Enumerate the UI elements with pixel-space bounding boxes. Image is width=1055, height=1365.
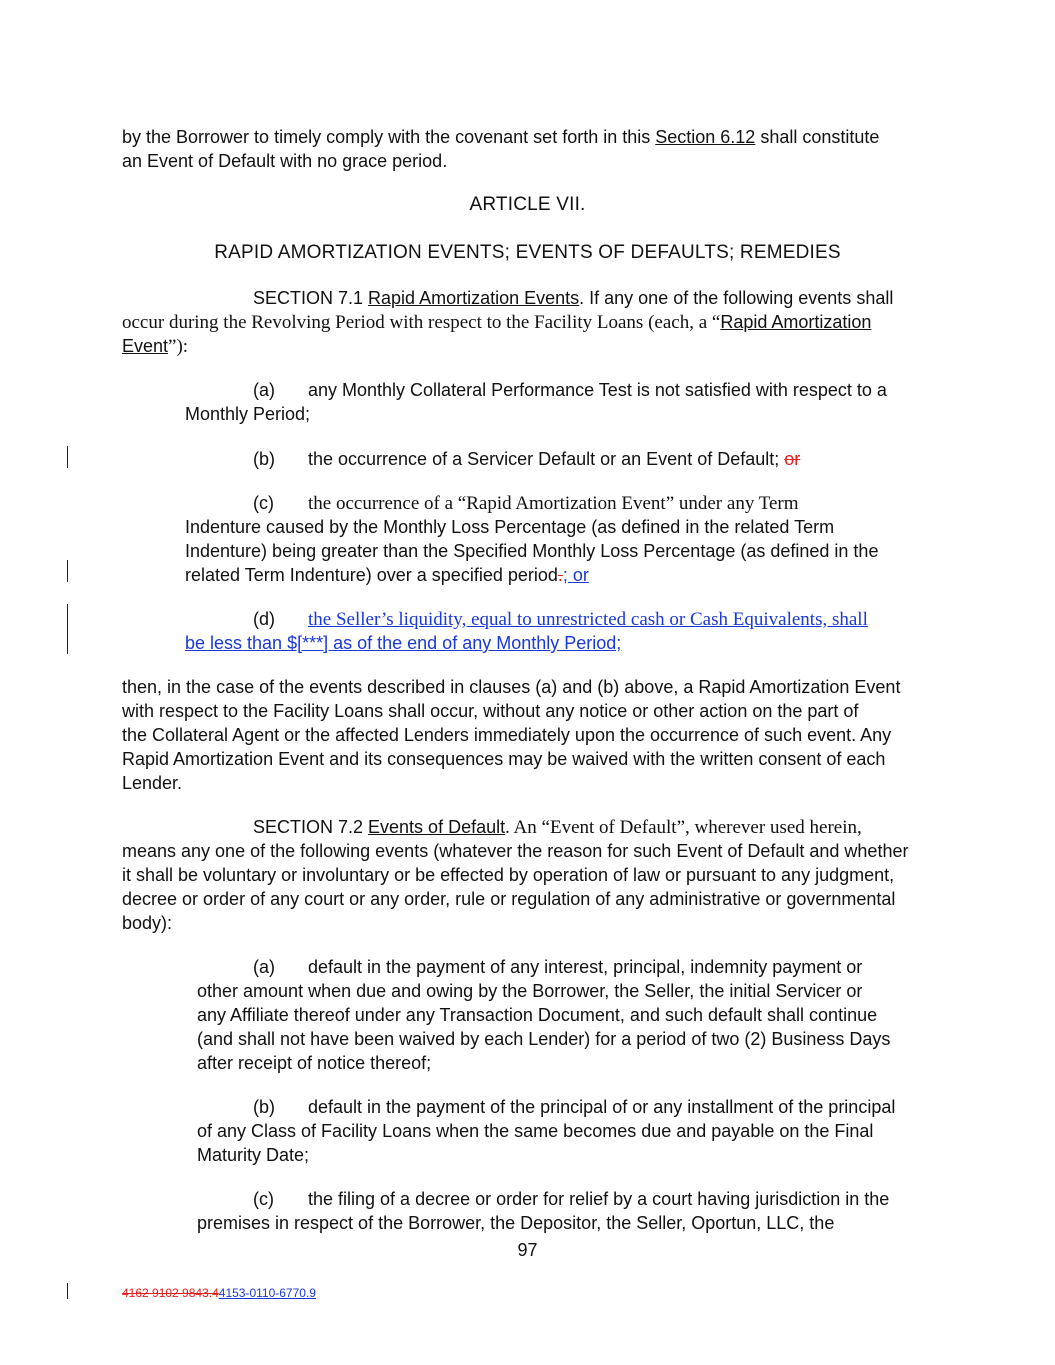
defined-term: Event	[122, 336, 169, 356]
item-text: default in the payment of any interest, principal, indemnity payment or	[308, 957, 863, 977]
section-7-2-line-1	[253, 815, 862, 840]
s72-item-b-line-2: of any Class of Facility Loans when the same becomes due and payable on the Final	[197, 1121, 874, 1141]
item-label: (a)	[253, 380, 275, 400]
s72-item-c-line-1	[253, 1187, 889, 1211]
item-text: the occurrence of a Servicer Default or an Event of Default;	[308, 449, 785, 469]
s71-item-c-line-2: Indenture caused by the Monthly Loss Percentage (as defined in the related Term	[185, 517, 835, 537]
section-text: occur during the Revolving Period with respect to the Facility Loans (each, a “	[122, 312, 721, 333]
section-7-2-line-4: decree or order of any court or any order, rule or regulation of any administrative or governmental	[122, 889, 896, 909]
page-number: 97	[517, 1240, 538, 1260]
s72-item-b-line-3: Maturity Date;	[197, 1145, 310, 1165]
section-number: SECTION 7.2	[253, 817, 369, 837]
section-number: SECTION 7.1	[253, 288, 369, 308]
item-label: (d)	[253, 609, 275, 629]
then-line-2: with respect to the Facility Loans shall occur, without any notice or other action on the part of	[122, 701, 859, 721]
section-7-2-line-2: means any one of the following events (whatever the reason for such Event of Default and whether	[122, 841, 909, 861]
s72-item-a-line-5: after receipt of notice thereof;	[197, 1053, 432, 1073]
intro-line-2: an Event of Default with no grace period.	[122, 151, 448, 171]
item-label: (c)	[253, 493, 274, 513]
item-label: (b)	[253, 1097, 275, 1117]
item-label: (a)	[253, 957, 275, 977]
s71-item-c-line-4	[185, 563, 589, 587]
deleted-doc-id: 4162 9102 9843.4	[122, 1286, 219, 1300]
item-text: the filing of a decree or order for relief by a court having jurisdiction in the	[308, 1189, 890, 1209]
s72-item-a-line-2: other amount when due and owing by the Borrower, the Seller, the initial Servicer or	[197, 981, 863, 1001]
inserted-text: the Seller’s liquidity, equal to unrestricted cash or Cash Equivalents, shall	[308, 609, 868, 630]
then-line-1: then, in the case of the events described in clauses (a) and (b) above, a Rapid Amortization Event	[122, 677, 901, 697]
s71-item-d-line-2	[185, 631, 621, 655]
then-line-4: Rapid Amortization Event and its consequences may be waived with the written consent of each	[122, 749, 886, 769]
intro-text: by the Borrower to timely comply with the covenant set forth in this	[122, 127, 656, 147]
item-text: related Term Indenture) over a specified period	[185, 565, 558, 585]
section-title: Events of Default	[368, 817, 506, 837]
change-bar	[67, 604, 68, 654]
section-title: Rapid Amortization Events	[368, 288, 580, 308]
item-text: default in the payment of the principal of or any installment of the principal	[308, 1097, 896, 1117]
s72-item-a-line-1	[253, 955, 862, 979]
change-bar	[67, 1283, 68, 1299]
s71-item-a-line-2: Monthly Period;	[185, 404, 311, 424]
section-text: . An “Event of Default”, wherever used herein,	[505, 817, 862, 838]
s72-item-c-line-2: premises in respect of the Borrower, the Depositor, the Seller, Oportun, LLC, the	[197, 1213, 835, 1233]
deleted-text: or	[784, 449, 801, 469]
then-line-3: the Collateral Agent or the affected Lenders immediately upon the occurrence of such event. Any	[122, 725, 892, 745]
section-reference: Section 6.12	[655, 127, 756, 147]
intro-line-1	[122, 125, 879, 149]
change-bar	[67, 560, 68, 582]
then-line-5: Lender.	[122, 773, 183, 793]
s71-item-c-line-1	[253, 491, 799, 516]
intro-text: shall constitute	[755, 127, 880, 147]
section-7-1-line-3	[122, 334, 188, 359]
item-text: the occurrence of a “Rapid Amortization Event” under any Term	[308, 493, 799, 514]
s71-item-c-line-3: Indenture) being greater than the Specified Monthly Loss Percentage (as defined in the	[185, 541, 879, 561]
change-bar	[67, 446, 68, 468]
inserted-doc-id: 4153-0110-6770.9	[218, 1286, 316, 1300]
s72-item-a-line-4: (and shall not have been waived by each Lender) for a period of two (2) Business Days	[197, 1029, 891, 1049]
item-label: (c)	[253, 1189, 274, 1209]
section-7-1-line-2	[122, 310, 871, 335]
article-heading: RAPID AMORTIZATION EVENTS; EVENTS OF DEFAULTS; REMEDIES	[214, 242, 841, 263]
section-text: . If any one of the following events shall	[579, 288, 894, 308]
inserted-text: be less than $[***] as of the end of any Monthly Period;	[185, 633, 622, 653]
deleted-text: .	[557, 565, 563, 585]
article-title: ARTICLE VII.	[469, 194, 586, 215]
defined-term: Rapid Amortization	[720, 312, 872, 332]
item-text: any Monthly Collateral Performance Test is not satisfied with respect to a	[308, 380, 887, 400]
document-id-footer	[122, 1286, 316, 1300]
section-7-2-line-3: it shall be voluntary or involuntary or be effected by operation of law or pursuant to any judgment,	[122, 865, 895, 885]
section-7-1-line-1	[253, 286, 893, 310]
s72-item-b-line-1	[253, 1095, 895, 1119]
section-7-2-line-5: body):	[122, 913, 173, 933]
inserted-text: ; or	[562, 565, 589, 585]
s71-item-d-line-1	[253, 607, 868, 632]
s72-item-a-line-3: any Affiliate thereof under any Transaction Document, and such default shall continue	[197, 1005, 878, 1025]
section-text: ”):	[168, 336, 189, 357]
s71-item-b-line-1	[253, 447, 800, 471]
item-label: (b)	[253, 449, 275, 469]
s71-item-a-line-1	[253, 378, 887, 402]
